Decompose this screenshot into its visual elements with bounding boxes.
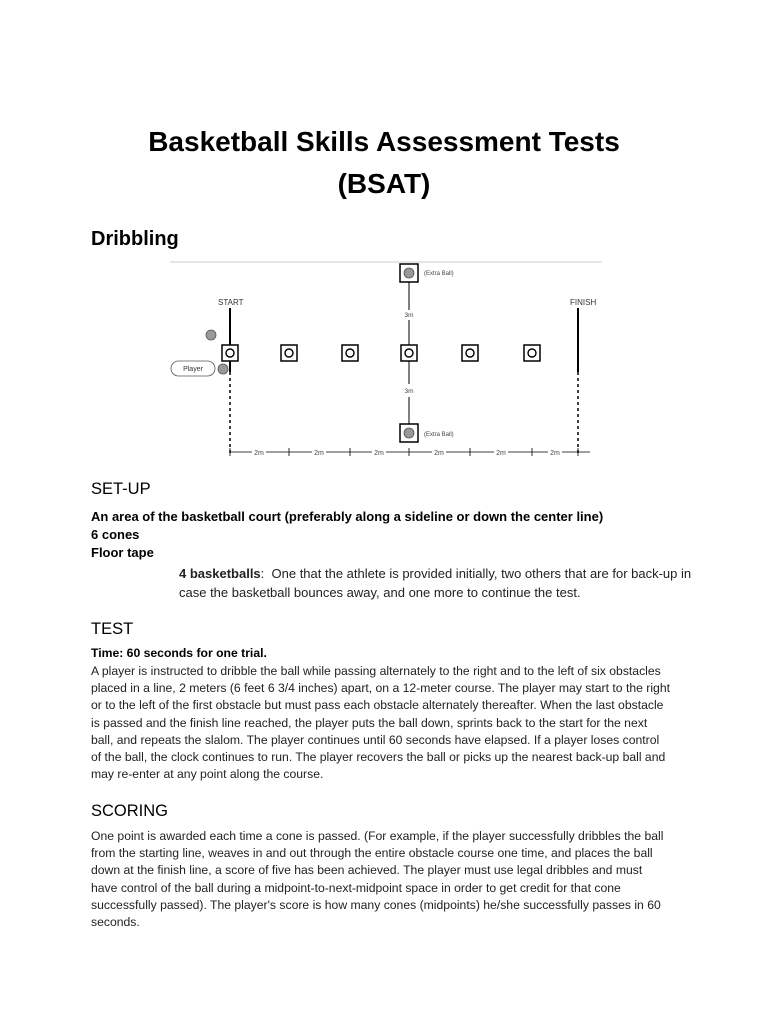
basketballs-label: 4 basketballs xyxy=(179,566,261,581)
cone-4 xyxy=(401,345,417,361)
segment-label-2: 2m xyxy=(314,450,324,457)
extra-ball-top-label: (Extra Ball) xyxy=(424,271,454,277)
dist-label-top: 3m xyxy=(404,312,414,319)
setup-line-cones: 6 cones xyxy=(91,527,140,542)
cone-1 xyxy=(222,345,238,361)
segment-label-3: 2m xyxy=(374,450,384,457)
segment-label-4: 2m xyxy=(434,450,444,457)
test-time: Time: 60 seconds for one trial. xyxy=(91,646,267,660)
segment-label-5: 2m xyxy=(496,450,506,457)
setup-line-tape: Floor tape xyxy=(91,545,154,560)
section-heading-dribbling: Dribbling xyxy=(91,228,179,250)
page-title-line2: (BSAT) xyxy=(337,168,431,199)
extra-ball-bottom-label: (Extra Ball) xyxy=(424,432,454,438)
section-heading-test: TEST xyxy=(91,620,134,638)
ball-icon xyxy=(218,364,228,374)
basketballs-text: One that the athlete is provided initially, two others that are for back-up in case the basketball bounces away, and one more to continue the test. xyxy=(179,566,692,600)
dribbling-course-diagram xyxy=(170,260,602,460)
cone-3 xyxy=(342,345,358,361)
setup-line-area: An area of the basketball court (preferably along a sideline or down the center line) xyxy=(91,509,604,524)
extra-ball-bottom-icon xyxy=(404,428,414,438)
section-heading-setup: SET-UP xyxy=(91,480,151,498)
ball-icon xyxy=(206,330,216,340)
test-body: A player is instructed to dribble the ball while passing alternately to the right and to the left of six obstacles placed in a line, 2 meters (6 feet 6 3/4 inches) apart, on a 12-meter course. The player may start to the right or to the left of the first obstacle but must pass each obstacle alternately thereafter. When the last obstacle is passed and the finish line reached, the player puts the ball down, sprints back to the start for the next ball, and repeats the slalom. The player continues until 60 seconds have elapsed. If a player loses control of the ball, the clock continues to run. The player recovers the ball or picks up the nearest back-up ball and may re-enter at any point along the course. xyxy=(91,664,670,782)
segment-label-6: 2m xyxy=(550,450,560,457)
setup-basketballs: 4 basketballs: One that the athlete is provided initially, two others that are for back-up in case the basketball bounces away, and one more to continue the test. xyxy=(179,566,692,600)
scoring-body: One point is awarded each time a cone is passed. (For example, if the player successfully dribbles the ball from the starting line, weaves in and out through the entire obstacle course one time, and places the ball down at the finish line, a score of five has been achieved. The player must use legal dribbles and must have control of the ball during a midpoint-to-next-midpoint space in order to get credit for that cone successfully passed). The player's score is how many cones (midpoints) he/she successfully passes in 60 seconds. xyxy=(91,829,664,930)
page-title-line1: Basketball Skills Assessment Tests xyxy=(148,126,620,157)
finish-label: FINISH xyxy=(570,298,597,307)
cone-6 xyxy=(524,345,540,361)
section-heading-scoring: SCORING xyxy=(91,802,169,820)
extra-ball-top-icon xyxy=(404,268,414,278)
player-label: Player xyxy=(183,366,203,373)
segment-label-1: 2m xyxy=(254,450,264,457)
cone-2 xyxy=(281,345,297,361)
cone-5 xyxy=(462,345,478,361)
dist-label-bottom: 3m xyxy=(404,388,414,395)
start-label: START xyxy=(218,298,244,307)
